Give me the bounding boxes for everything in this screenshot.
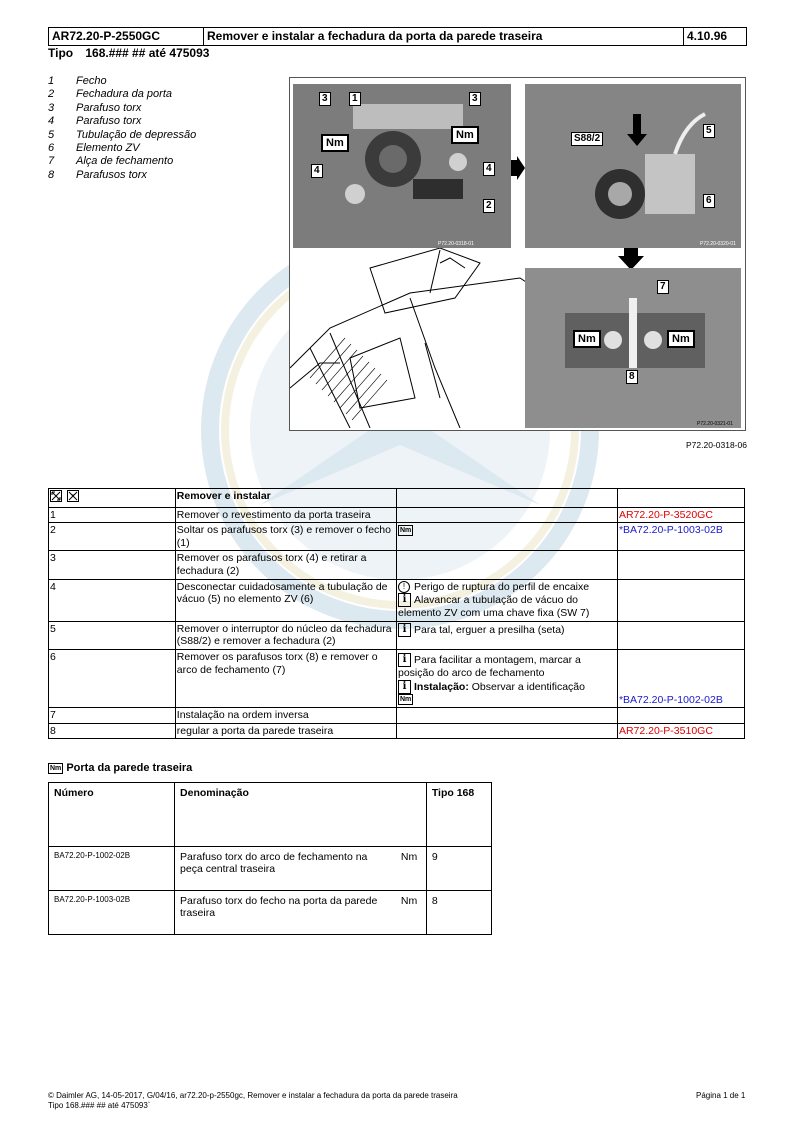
table-row: BA72.20-P-1003-02B Parafuso torx do fecho na porta da parede traseira Nm 8	[49, 891, 492, 935]
table-row: 5 Remover o interruptor do núcleo da fechadura (S88/2) e remover a fechadura (2) i Para tal, erguer a presilha (seta)	[49, 621, 745, 649]
torque-section-title: Nm Porta da parede traseira	[50, 762, 193, 774]
arrow-down-icon	[618, 248, 644, 270]
table-row: 7 Instalação na ordem inversa	[49, 708, 745, 724]
table-row: 3 Remover os parafusos torx (4) e retirar a fechadura (2)	[49, 551, 745, 579]
footer	[48, 1091, 458, 1111]
torque-icon: Nm	[50, 764, 62, 772]
info-icon: i	[398, 680, 411, 694]
caution-icon: !	[398, 581, 410, 593]
lock-photo-1	[293, 84, 511, 248]
photo-panel-1	[293, 84, 511, 248]
steps-header-row	[49, 489, 745, 508]
photo-panel-2	[525, 84, 741, 248]
torque-marker: Nm	[321, 134, 349, 152]
callout-6: 6	[703, 194, 715, 208]
table-row: 1 Remover o revestimento da porta traseira AR72.20-P-3520GC	[49, 507, 745, 523]
figure-reference: P72.20-0318-06	[686, 440, 747, 450]
steps-header: Remover e instalar	[175, 489, 396, 508]
doc-id: AR72.20-P-2550GC	[49, 28, 204, 45]
legend-item: 6 Elemento ZV	[48, 142, 140, 155]
callout-7: 7	[657, 280, 669, 294]
legend-item: 5 Tubulação de depressão	[48, 128, 197, 141]
tipo-label: Tipo	[48, 46, 74, 60]
document-header	[48, 27, 747, 46]
tipo-line	[48, 46, 209, 60]
torque-table	[48, 782, 492, 935]
torque-icon: Nm	[399, 526, 412, 534]
torque-header-row: Número Denominação Tipo 168	[49, 783, 492, 847]
legend-item: 7 Alça de fechamento	[48, 155, 174, 168]
expand-collapse-icons[interactable]	[49, 489, 176, 508]
tipo-value: 168.### ## até 475093	[85, 46, 210, 60]
legend-item: 1 Fecho	[48, 75, 107, 87]
svg-text:P72.20-0318-01: P72.20-0318-01	[438, 241, 474, 247]
expand-icon[interactable]	[50, 490, 80, 502]
page-number: Página 1 de 1	[696, 1091, 746, 1100]
torque-marker: Nm	[667, 330, 695, 348]
info-icon: i	[398, 623, 411, 637]
legend-item: 4 Parafuso torx	[48, 115, 142, 128]
table-row: BA72.20-P-1002-02B Parafuso torx do arco de fechamento na peça central traseira Nm 9	[49, 847, 492, 891]
table-row: 2 Soltar os parafusos torx (3) e remover o fecho (1) Nm *BA72.20-P-1003-02B	[49, 523, 745, 551]
doc-link[interactable]: *BA72.20-P-1003-02B	[617, 523, 744, 551]
callout-4: 4	[483, 162, 495, 176]
doc-date: 4.10.96	[687, 29, 728, 43]
lock-photo-2	[525, 84, 741, 248]
callout-5: 5	[703, 124, 715, 138]
callout-1: 1	[349, 92, 361, 106]
legend-item: 8 Parafusos torx	[48, 168, 147, 181]
arrow-right-icon	[511, 156, 525, 180]
info-icon: i	[398, 593, 411, 607]
photo-panel-3	[525, 268, 741, 428]
callout-s88-2: S88/2	[571, 132, 603, 146]
torque-marker: Nm	[451, 126, 479, 144]
torque-marker: Nm	[573, 330, 601, 348]
doc-link[interactable]: AR72.20-P-3520GC	[617, 507, 744, 523]
footer-tipo: Tipo 168.### ## até 475093`	[48, 1101, 151, 1110]
info-icon: i	[398, 653, 411, 667]
callout-3: 3	[319, 92, 331, 106]
callout-8: 8	[626, 370, 638, 384]
table-row: 4 Desconectar cuidadosamente a tubulação de vácuo (5) no elemento ZV (6) ! Perigo de ruptura do perfil de encaixe i Alavancar a tubulação de vácuo do elemento ZV com uma chave fixa (SW 7)	[49, 579, 745, 621]
legend-item: 3 Parafuso torx	[48, 101, 142, 114]
table-row: 6 Remover os parafusos torx (8) e remover o arco de fechamento (7) i Para facilitar a montagem, marcar a posição do arco de fechamento i Instalação: Observar a identificação Nm *BA72.20-P-1002-02B	[49, 649, 745, 707]
doc-title: Remover e instalar a fechadura da porta da parede traseira	[204, 28, 684, 45]
doc-link[interactable]: *BA72.20-P-1002-02B	[617, 649, 744, 707]
illustration	[289, 77, 746, 431]
svg-text:P72.20-0321-01: P72.20-0321-01	[697, 421, 733, 427]
svg-text:P72.20-0320-01: P72.20-0320-01	[700, 241, 736, 247]
callout-3: 3	[469, 92, 481, 106]
steps-table	[48, 488, 745, 739]
legend-item: 2 Fechadura da porta	[48, 88, 173, 101]
doc-link[interactable]: AR72.20-P-3510GC	[617, 723, 744, 739]
callout-4: 4	[311, 164, 323, 178]
torque-icon: Nm	[399, 696, 412, 704]
parts-legend	[48, 75, 196, 182]
latch-photo	[525, 268, 741, 428]
callout-2: 2	[483, 199, 495, 213]
table-row: 8 regular a porta da parede traseira AR72.20-P-3510GC	[49, 723, 745, 739]
footer-copyright: © Daimler AG, 14-05-2017, G/04/16, ar72.20-p-2550gc, Remover e instalar a fechadura da porta da parede traseira	[48, 1091, 458, 1100]
